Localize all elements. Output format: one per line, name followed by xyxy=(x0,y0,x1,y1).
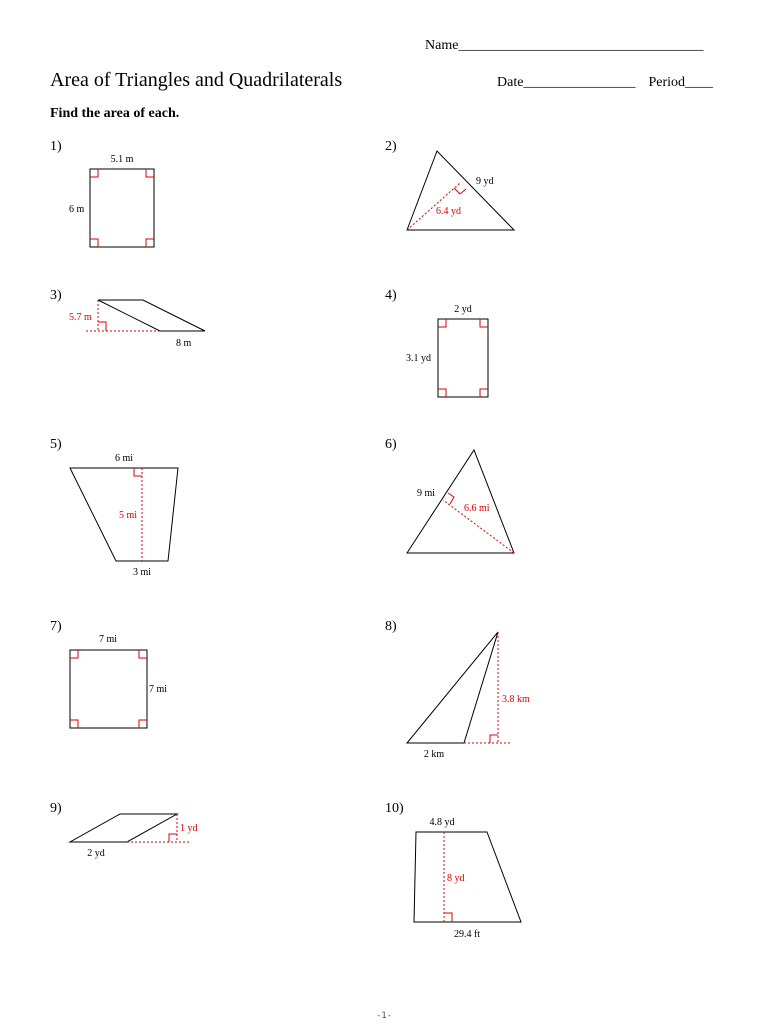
problem-2-number: 2) xyxy=(385,139,397,154)
problem-10-label-top: 4.8 yd xyxy=(429,817,455,828)
problem-4-number: 4) xyxy=(385,288,397,303)
problem-10-label-bottom: 29.4 ft xyxy=(453,929,481,940)
problem-2-label-base: 9 yd xyxy=(476,176,494,187)
problem-10-number: 10) xyxy=(385,801,404,816)
problem-7-label-side: 7 mi xyxy=(149,684,168,695)
problem-1-label-width: 5.1 m xyxy=(110,154,134,165)
problem-10-label-height: 8 yd xyxy=(447,873,465,884)
problem-6-number: 6) xyxy=(385,437,397,452)
problem-1-number: 1) xyxy=(50,139,62,154)
problem-4-label-width: 2 yd xyxy=(454,304,472,315)
instructions: Find the area of each. xyxy=(50,106,180,121)
problem-3-label-base: 8 m xyxy=(176,338,192,349)
problem-8-label-base: 2 km xyxy=(423,749,445,760)
problem-3-parallelogram xyxy=(86,300,205,331)
problem-7-label-top: 7 mi xyxy=(98,634,118,645)
problem-1-label-height: 6 m xyxy=(69,204,85,215)
problem-6-label-height: 6.6 mi xyxy=(464,503,490,514)
problem-10-trapezoid xyxy=(414,832,521,922)
problem-5-label-top: 6 mi xyxy=(114,453,134,464)
problem-9-label-height: 1 yd xyxy=(180,823,198,834)
problem-7-number: 7) xyxy=(50,619,62,634)
problem-3-number: 3) xyxy=(50,288,62,303)
problem-6-label-base: 9 mi xyxy=(417,488,436,499)
problem-1-rectangle xyxy=(90,169,154,247)
problem-8-number: 8) xyxy=(385,619,397,634)
problem-7-square xyxy=(70,650,147,728)
problem-8-label-height: 3.8 km xyxy=(502,694,530,705)
period-blank: ____ xyxy=(685,75,713,90)
problem-9-number: 9) xyxy=(50,801,62,816)
problem-2-label-height: 6.4 yd xyxy=(436,206,461,217)
name-blank: ___________________________________ xyxy=(458,38,704,53)
problem-4-label-height: 3.1 yd xyxy=(406,353,431,364)
name-label: Name xyxy=(425,38,459,53)
problem-5-label-bottom: 3 mi xyxy=(132,567,152,578)
problem-8-triangle xyxy=(407,632,512,743)
date-blank: ________________ xyxy=(523,75,636,90)
date-label: Date xyxy=(497,75,524,90)
page-number: -1- xyxy=(375,1011,393,1021)
problem-4-rectangle xyxy=(438,319,488,397)
problem-5-number: 5) xyxy=(50,437,62,452)
problem-2-triangle xyxy=(407,151,514,230)
period-label: Period xyxy=(648,75,685,90)
problem-9-parallelogram xyxy=(70,814,190,842)
worksheet-title: Area of Triangles and Quadrilaterals xyxy=(50,69,343,91)
problem-3-label-height: 5.7 m xyxy=(69,312,92,323)
problem-5-label-height: 5 mi xyxy=(119,510,138,521)
problem-6-triangle xyxy=(407,450,514,553)
problem-9-label-base: 2 yd xyxy=(87,848,105,859)
